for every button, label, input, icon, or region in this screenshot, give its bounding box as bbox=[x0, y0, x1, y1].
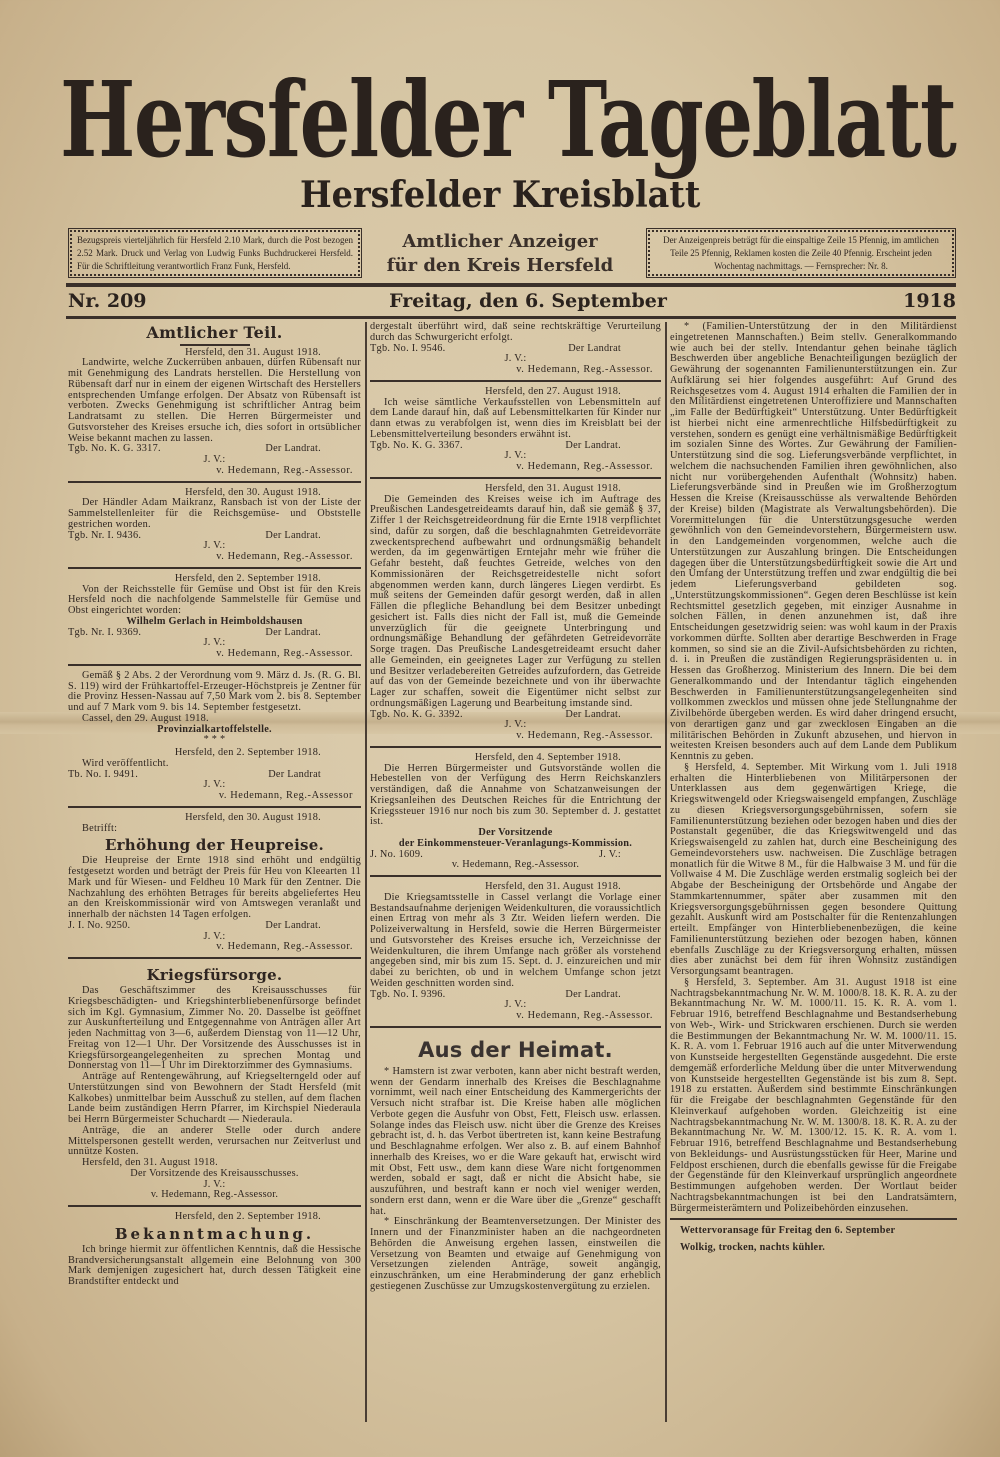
divider-rule bbox=[370, 875, 661, 877]
signature: v. Hedemann, Reg.-Assessor. bbox=[516, 1010, 653, 1021]
column-right bbox=[670, 322, 957, 1422]
authority-name: Der Landrat bbox=[568, 342, 621, 354]
paragraph: * Einschränkung der Beamtenversetzungen. Der Minister des Innern und der Finanzminister haben an die nachgeordneten Behörden die Anweisung ergehen lassen, einstweilen die Versetzung von Beamten und etwaige auf Genehmigung von Versetzungen zielenden Anträge, soweit angängig, einzuschränken, um eine Herabminderung der ganz erheblich gestiegenen Zuschüsse zur Umzugskostenvergütung zu erzielen. bbox=[370, 1216, 661, 1292]
paragraph: dergestalt überführt wird, daß seine rechtskräftige Verurteilung durch das Schwurgericht erfolgt. bbox=[370, 322, 661, 343]
paragraph: Das Geschäftszimmer des Kreisausschusses für Kriegsbeschädigten- und Kriegshinterbliebenenfürsorge befindet sich im Kgl. Gymnasium, Zimmer No. 20. Dasselbe ist geöffnet zur Auskunfterteilung und Entgegennahme von Anträgen aller Art jeden Nachmittag von 3—6, außerdem Dienstag von 11—12 Uhr, Freitag von 12—1 Uhr. Der Vorsitzende des Ausschusses ist in Kriegsfürsorgeangelegenheiten zu sprechen Montag und Donnerstag von 11—1 Uhr im Direktorzimmer des Gymnasiums. bbox=[68, 985, 361, 1072]
reference-line bbox=[68, 921, 361, 932]
centered-line: J. V.: bbox=[504, 719, 527, 731]
paragraph: Die Gemeinden des Kreises weise ich im Auftrage des Preußischen Landesgetreideamts darauf hin, daß sie gemäß § 37, Ziffer 1 der Reichsgetreideordnung für die Ernte 1918 verpflichtet sind, dafür zu sorgen, daß die beschlagnahmten Getreidevorräte zweckentsprechend aufbewahrt und ordnungsmäßig behandelt werden, da im gegenwärtigen Erntejahr mehr wie früher die Gefahr besteht, daß feuchtes Getreide, welches von den Kommissionären der Reichsgetreidestelle nicht sofort abgenommen werden kann, durch längeres Liegen verdirbt. Es muß seitens der Gemeinden dafür gesorgt werden, daß in allen Fällen die pflegliche Behandlung bei dem Besitzer unbedingt gesichert ist. Falls dies nicht der Fall ist, muß die Gemeinde unverzüglich für die geeignete Unterbringung und ordnungsmäßige Behandlung der gefährdeten Getreidevorräte Sorge tragen. Das Preußische Landesgetreideamt ersucht daher alle Gemeinden, ein geeignetes Lager zur Verfügung zu stellen und Besitzer verladebereiten Getreides aufzufordern, das Getreide auf das von der Gemeinde bezeichnete und von ihr überwachte Lager zur schaffen, soweit die Eigentümer nicht selbst zur ordnungsmäßigen Lagerung und Bearbeitung imstande sind. bbox=[370, 493, 661, 709]
authority-name: Der Landrat. bbox=[265, 919, 321, 931]
divider-rule bbox=[670, 1218, 957, 1220]
authority-name: Der Landrat. bbox=[265, 529, 321, 541]
paragraph: Wird veröffentlicht. bbox=[82, 757, 169, 769]
centered-line: J. V.: bbox=[203, 540, 226, 552]
subtitle-wrap bbox=[300, 174, 700, 216]
signature: v. Hedemann, Reg.-Assessor bbox=[218, 790, 353, 801]
paragraph: Die Herren Bürgermeister und Gutsvorstände wollen die Hebestellen von der Verfügung des Herrn Reichskanzlers verständigen, daß die Annahme von Schatzanweisungen der Kriegsanleihen des Deutschen Reiches für die Entrichtung der Kriegssteuer 1916 nur noch bis zum 30. September d. J. gestattet ist. bbox=[370, 762, 661, 828]
divider-rule bbox=[68, 481, 361, 483]
divider-rule bbox=[370, 477, 661, 479]
paragraph: § Hersfeld, 4. September. Mit Wirkung vom 1. Juli 1918 erhalten die Hinterbliebenen von Militärpersonen der Unterklassen aus dem gegenwärtigen Kriege, die Kriegswitwengeld oder Kriegswaisengeld empfangen, Zuschläge zu diesen Kriegsversorgungsgebührnissen, sofern sie Familienunterstützung beziehen oder bezogen haben und dies der Postanstalt gegenüber, die das Kriegswitwengeld und das Kriegswaisengeld zu zahlen hat, durch eine Bescheinigung des Gemeindevorstehers usw. nachweisen. Die Zuschläge betragen monatlich für die Witwe 8 M., für die Halbwaise 3 M. und für die Vollwaise 4 M. Die Zuschläge werden erstmalig sogleich bei der Abgabe der Bescheinigung der Ortsbehörde und Angabe der Stammkartennummer, später aber zusammen mit den Kriegsversorgungsgebührnissen gegen besondere Quittung gezahlt. Auskunft wird am Postschalter für die Rentenzahlungen erteilt. Empfänger von Hinterbliebenenbezügen, die keine Familienunterstützung beziehen oder bezogen haben, können ebenfalls Zuschläge zu der Kriegsversorgung erhalten, müssen dies aber zunächst bei dem für ihren Wohnsitz zuständigen Versorgungsamt beantragen. bbox=[670, 761, 957, 977]
paragraph: Anträge, die an anderer Stelle oder durch andere Mittelspersonen gestellt werden, verursachen nur Zeitverlust und unnütze Kosten. bbox=[68, 1124, 361, 1158]
authority-name: Der Landrat. bbox=[565, 988, 621, 1000]
authority-name: Der Landrat. bbox=[265, 626, 321, 638]
official-gazette-label bbox=[372, 230, 628, 278]
authority-name: J. V.: bbox=[598, 848, 621, 860]
dateline: Hersfeld, den 31. August 1918. bbox=[485, 482, 621, 494]
centered-line: v. Hedemann, Reg.-Assessor. bbox=[451, 859, 580, 871]
section-heading: Amtlicher Teil. bbox=[68, 322, 361, 346]
centered-line: J. V.: bbox=[203, 930, 226, 942]
signature: v. Hedemann, Reg.-Assessor. bbox=[516, 461, 653, 472]
dateline: Hersfeld, den 2. September 1918. bbox=[174, 747, 321, 758]
reference-number: Tb. No. I. 9491. bbox=[68, 768, 139, 780]
signature: v. Hedemann, Reg.-Assessor. bbox=[216, 551, 353, 562]
paragraph: * Hamstern ist zwar verboten, kann aber nicht bestraft werden, wenn der Gendarm innerhalb des Kreises die Beschlagnahme vornimmt, weil nach einer Entscheidung des Kammergerichts der Versuch nicht strafbar ist. Die Kreise haben alle möglichen Verbote gegen die Ausfuhr von Obst, Fett, Fleisch usw. erlassen. Solange indes das Fleisch usw. nicht über die Grenze des Kreises gebracht ist, d. h. das Verbot übertreten ist, kann keine Bestrafung und Beschlagnahme erfolgen. Wer also z. B. auf einem Bahnhof innerhalb des Kreises, wo er die Ware gekauft hat, erwischt wird mit Obst, Fett usw., dem kann diese Ware nicht fortgenommen werden, sobald er sagt, daß er nicht die Absicht habe, sie auszuführen, und bestraft kann er noch viel weniger werden, sondern erst dann, wenn er die Ware über die „Grenze“ geschafft hat. bbox=[370, 1065, 661, 1217]
column-left bbox=[68, 322, 361, 1422]
centered-line: J. V.: bbox=[203, 637, 226, 649]
dateline: Hersfeld, den 4. September 1918. bbox=[474, 751, 621, 763]
centered-line: * * * bbox=[203, 734, 226, 746]
reference-number: Tgb. No. K. G. 3392. bbox=[370, 708, 463, 720]
centered-line: J. V.: bbox=[203, 454, 226, 465]
weather-forecast: Wolkig, trocken, nachts kühler. bbox=[680, 1242, 826, 1253]
dateline: Hersfeld, den 27. August 1918. bbox=[485, 385, 621, 397]
reference-number: Tgb. No. K. G. 3367. bbox=[370, 439, 463, 451]
centered-line: J. V.: bbox=[203, 779, 226, 791]
paragraph: Landwirte, welche Zuckerrüben anbauen, dürfen Rübensaft nur mit Genehmigung des Landrats herstellen. Die Herstellung von Rübensaft darf nur in einem der eigenen Wirtschaft des Herstellers entsprechenden Umfange erfolgen. Der Absatz von Rübensaft ist verboten. Zwecks Genehmigung ist schriftlicher Antrag beim Landratsamt zu stellen. Die Herren Bürgermeister und Gutsvorsteher des Kreises ersuche ich, dies sofort in ortsüblicher Weise bekannt machen zu lassen. bbox=[68, 357, 361, 444]
paragraph: * (Familien-Unterstützung der in den Militärdienst eingetretenen Mannschaften.) Beim stellv. Generalkommando wie auch bei der stellv. Intendantur gehen beinahe täglich Beschwerden über angebliche Benachteiligungen bezüglich der Gewährung der sogenannten Familienunterstützungen ein. Zur Aufklärung sei hier folgendes ausgeführt: Auf Grund des Reichsgesetzes vom 4. August 1914 erhalten die Familien der in den Militärdienst eingetretenen Unteroffiziere und Mannschaften „im Falle der Bedürftigkeit“ Unterstützung. Unter Bedürftigkeit ist hierbei nicht eine armenrechtliche Hilfsbedürftigkeit zu verstehen, sondern es genügt eine verhältnismäßige Bedürftigkeit im sozialen Sinne des Wortes. Zur Gewährung der Familien-Unterstützung sind die sog. Lieferungsverbände verpflichtet, in welchem die nachsuchenden Familien ihren gewöhnlichen, also nicht nur vorübergehenden Aufenthalt (Wohnsitz) haben. Lieferungsverbände sind in Preußen wie im Großherzogtum Hessen die Kreise (Kreisausschüsse als verwaltende Behörden der Kreise) bilden (Magistrate als Verwaltungsbehörden). Die Vorermittelungen für die Unterstützungsgesuche werden gewöhnlich von den Gemeindevorstehern, Bürgermeistern usw. in den Landgemeinden vorgenommen, welche auch die Unterstützungen zur Auszahlung bringen. Die Entscheidungen dagegen über die Unterstützungsbedürftigkeit sowie die Art und den Umfang der Unterstützung treffen und zwar endgültig die bei jedem Lieferungsverband gebildeten sog. „Unterstützungskommissionen“. Gegen deren Beschlüsse ist kein Rechtsmittel gesetzlich gegeben, mit einziger Ausnahme in solchen Fällen, in denen anzunehmen ist, daß ihre Entscheidungen gesetzwidrig seien: was wohl kaum in der Praxis vorkommen dürfte. Sollten aber derartige Beschwerden in Frage kommen, so sind sie an die Zivil-Aufsichtsbehörden zu richten, d. i. in Preußen die zuständigen Regierungspräsidenten u. in Hessen das Großherzog. Ministerium des Innern. Die bei dem Generalkommando und der Intendantur täglich eingehenden Beschwerden in Familienunterstützungsangelegenheiten sind vollkommen zwecklos und müssen ohne jede Stellungnahme der Zivilbehörde übergeben werden. Es wird daher dringend ersucht, von derartigen ganz und gar zwecklosen Eingaben an die militärischen Behörden in Zukunft abzusehen, und hiervon in weitesten Kreisen besonders auch auf dem Lande dem Publikum Kenntnis zu geben. bbox=[670, 322, 957, 762]
signature: v. Hedemann, Reg.-Assessor. bbox=[516, 364, 653, 375]
divider-rule bbox=[68, 664, 361, 666]
column-middle bbox=[370, 322, 661, 1422]
centered-bold-line: Der Vorsitzende bbox=[478, 827, 553, 838]
masthead bbox=[60, 60, 955, 180]
place-line: Cassel, den 29. August 1918. bbox=[82, 712, 209, 724]
signature: v. Hedemann, Reg.-Assessor. bbox=[216, 941, 353, 953]
issue-year: 1918 bbox=[903, 290, 956, 312]
paragraph: Gemäß § 2 Abs. 2 der Verordnung vom 9. März d. Js. (R. G. Bl. S. 119) wird der Frühkartoffel-Erzeuger-Höchstpreis je Zentner für die Provinz Hessen-Nassau auf 7,50 Mark vom 2. bis 8. September und auf 7 Mark vom 9. bis 14. September festgesetzt. bbox=[68, 669, 361, 713]
header-rule-top bbox=[66, 283, 956, 287]
signature: v. Hedemann, Reg.-Assessor. bbox=[216, 464, 353, 476]
newspaper-subtitle: Hersfelder Kreisblatt bbox=[300, 174, 701, 216]
authority-name: Der Landrat bbox=[268, 768, 321, 780]
paragraph: Die Kriegsamtsstelle in Cassel verlangt die Vorlage einer Bestandsaufnahme derjenigen Weidenkulturen, die voraussichtlich einen Ertrag von mehr als 3 Ztr. Weiden liefern werden. Die Polizeiverwaltung in Hersfeld, sowie die Herren Bürgermeister und Gutsvorsteher des Kreises ersuche ich, Verzeichnisse der Weidenkulturen, die ihrem Umfange nach größer als vorstehend angegeben sind, mir bis zum 15. Sept. d. J. einzureichen und mir dabei zu berichten, ob und in welchem Umfange schon jetzt Weiden geschnitten worden sind. bbox=[370, 891, 661, 989]
reference-number: Tgb. Nr. I. 9436. bbox=[68, 529, 142, 541]
reference-number: Tgb. No. K. G. 3317. bbox=[68, 443, 161, 455]
centered-line: Der Vorsitzende des Kreisausschusses. bbox=[130, 1167, 299, 1179]
section-heading: Erhöhung der Heupreise. bbox=[104, 836, 325, 855]
authority-name: Der Landrat. bbox=[565, 708, 621, 720]
official-gazette-line2: für den Kreis Hersfeld bbox=[386, 255, 614, 276]
issue-dateline bbox=[68, 290, 956, 314]
section-heading: Aus der Heimat. bbox=[418, 1037, 613, 1062]
reference-number: J. I. No. 9250. bbox=[68, 919, 131, 931]
issue-date: Freitag, den 6. September bbox=[389, 290, 667, 312]
reference-number: Tgb. Nr. I. 9369. bbox=[68, 626, 142, 638]
column-divider bbox=[665, 322, 667, 1422]
paragraph: § Hersfeld, 3. September. Am 31. August 1918 ist eine Nachtragsbekanntmachung Nr. W. M. 1000/8. 18. K. R. A. zu der Bekanntmachung Nr. W. M. 1000/11. 15. K. R. A. vom 1. Februar 1916, betreffend Beschlagnahme und Bestandserhebung von Web-, Wirk- und Strickwaren erschienen. Durch sie werden die Bestimmungen der Bekanntmachung Nr. W. M. 1000/11. 15. K. R. A. vom 1. Februar 1916 auch auf die unter Mitverwendung von Kunstseide hergestellten Gegenstände ausgedehnt. Die erste demgemäß erforderliche Meldung über die unter Mitverwendung von Kunstseide hergestellten Gegenstände ist bis zum 8. Sept. 1918 zu erstatten. Außerdem sind bestimmte Einschränkungen für die Freigabe der beschlagnahmten Gegenstände für den Kleinverkauf aufgehoben worden. Gleichzeitig ist eine Nachtragsbekanntmachung Nr. W. M. 1300/8. 18. K. R. A. zu der Bekanntmachung Nr. W. M. 1300/12. 15. K. R. A. vom 1. Februar 1916, betreffend Beschlagnahme und Bestandserhebung von Bekleidungs- und Ausrüstungsstücken für Heer, Marine und Feldpost erschienen, durch die ebenfalls gewisse für die Freigabe der Gegenstände für den Kleinverkauf ursprünglich angeordnete Bestimmungen aufgehoben werden. Der Wortlaut beider Nachtragsbekanntmachungen ist bei den Landratsämtern, Bürgermeisterämtern und Polizeibehörden einzusehen. bbox=[670, 976, 957, 1214]
reference-number: Tgb. No. I. 9396. bbox=[370, 988, 446, 1000]
dateline: Hersfeld, den 30. August 1918. bbox=[185, 811, 321, 823]
place-line: Betrifft: bbox=[82, 822, 118, 834]
column-divider bbox=[365, 322, 367, 1422]
header-rule-bottom bbox=[66, 316, 956, 319]
place-line: Hersfeld, den 31. August 1918. bbox=[82, 1157, 218, 1168]
advertising-rates-box: Der Anzeigenpreis beträgt für die einspaltige Zeile 15 Pfennig, im amtlichen Teile 25 Pfennig, Reklamen kosten die Zeile 40 Pfennig. Erscheint jeden Wochentag nachmittags. — Fernsprecher: Nr. 8. bbox=[648, 230, 954, 276]
centered-line: J. V.: bbox=[203, 1178, 226, 1190]
subscription-info-box: Bezugspreis vierteljährlich für Hersfeld 2.10 Mark, durch die Post bezogen 2.52 Mark. Druck und Verlag von Ludwig Funks Buchdruckerei Hersfeld. Für die Schriftleitung verantwortlich Franz Funk, Hersfeld. bbox=[70, 230, 360, 276]
centered-line: J. V.: bbox=[504, 450, 527, 462]
weather-forecast: Wettervoransage für Freitag den 6. September bbox=[680, 1225, 896, 1237]
authority-name: Der Landrat. bbox=[565, 439, 621, 451]
signature: v. Hedemann, Reg.-Assessor. bbox=[216, 648, 353, 659]
issue-number: Nr. 209 bbox=[68, 290, 147, 312]
divider-rule bbox=[68, 1205, 361, 1207]
official-gazette-line1: Amtlicher Anzeiger bbox=[402, 231, 598, 252]
section-heading: Kriegsfürsorge. bbox=[146, 966, 283, 984]
divider-rule bbox=[68, 957, 361, 959]
paragraph: Von der Reichsstelle für Gemüse und Obst ist für den Kreis Hersfeld noch die nachfolgende Sammelstelle für Gemüse und Obst eingerichtet worden: bbox=[68, 583, 361, 616]
newspaper-title: Hersfelder Tageblatt bbox=[60, 58, 956, 181]
centered-bold-line: der Einkommensteuer-Veranlagungs-Kommission. bbox=[398, 837, 633, 849]
paragraph: Der Händler Adam Maikranz, Ransbach ist von der Liste der Sammelstellenleiter für die Reichsgemüse- und Obststelle gestrichen worden. bbox=[68, 497, 361, 530]
divider-rule bbox=[68, 806, 361, 808]
signature: v. Hedemann, Reg.-Assessor. bbox=[516, 730, 653, 741]
dateline: Hersfeld, den 31. August 1918. bbox=[485, 881, 621, 892]
dateline: Hersfeld, den 30. August 1918. bbox=[185, 486, 321, 498]
dateline: Hersfeld, den 31. August 1918. bbox=[185, 346, 321, 358]
section-heading: Bekanntmachung. bbox=[114, 1224, 315, 1243]
centered-line: v. Hedemann, Reg.-Assessor. bbox=[150, 1189, 279, 1201]
authority-name: Der Landrat. bbox=[265, 443, 321, 455]
centered-bold-line: Wilhelm Gerlach in Heimboldshausen bbox=[126, 615, 303, 627]
paragraph: Die Heupreise der Ernte 1918 sind erhöht und endgültig festgesetzt worden und beträgt der Preis für Heu von Kleearten 11 Mark und für Wiesen- und Feldheu 10 Mark für den Zentner. Die Nachzahlung des erhöhten Betrages für bereits abgeliefertes Heu an den Kreiskommissionär wird von Amtswegen veranlaßt und innerhalb der nächsten 14 Tagen erfolgen. bbox=[68, 855, 361, 920]
reference-number: J. No. 1609. bbox=[370, 848, 424, 860]
dateline: Hersfeld, den 2. September 1918. bbox=[174, 1211, 321, 1222]
divider-rule bbox=[370, 746, 661, 748]
divider-rule bbox=[68, 567, 361, 569]
centered-bold-line: Provinzialkartoffelstelle. bbox=[157, 723, 272, 735]
dateline: Hersfeld, den 2. September 1918. bbox=[174, 572, 321, 584]
centered-line: J. V.: bbox=[504, 999, 527, 1011]
reference-number: Tgb. No. I. 9546. bbox=[370, 342, 446, 354]
paragraph: Ich bringe hiermit zur öffentlichen Kenntnis, daß die Hessische Brandversicherungsanstalt allgemein eine Belohnung von 300 Mark demjenigen zugesichert hat, durch dessen Tätigkeit eine Brandstifter entdeckt und bbox=[68, 1243, 361, 1287]
divider-rule bbox=[370, 1026, 661, 1028]
paragraph: Anträge auf Rentengewährung, auf Kriegselterngeld oder auf Unterstützungen sind von Bewohnern der Stadt Hersfeld (mit Kalkobes) unmittelbar beim Ausschuß zu stellen, auf dem flachen Lande beim zuständigen Herrn Pfarrer, im Kirchspiel Niederaula bei Herrn Bürgermeister Schuchardt — Niederaula. bbox=[68, 1071, 361, 1125]
centered-line: J. V.: bbox=[504, 353, 527, 365]
paragraph: Ich weise sämtliche Verkaufsstellen von Lebensmitteln auf dem Lande darauf hin, daß auf Lebensmittelkarten für Kinder nur dann etwas zu verabfolgen ist, wenn dies im Kreisblatt bei der Lebensmittelverteilung besonders erwähnt ist. bbox=[370, 396, 661, 440]
divider-rule bbox=[370, 380, 661, 382]
